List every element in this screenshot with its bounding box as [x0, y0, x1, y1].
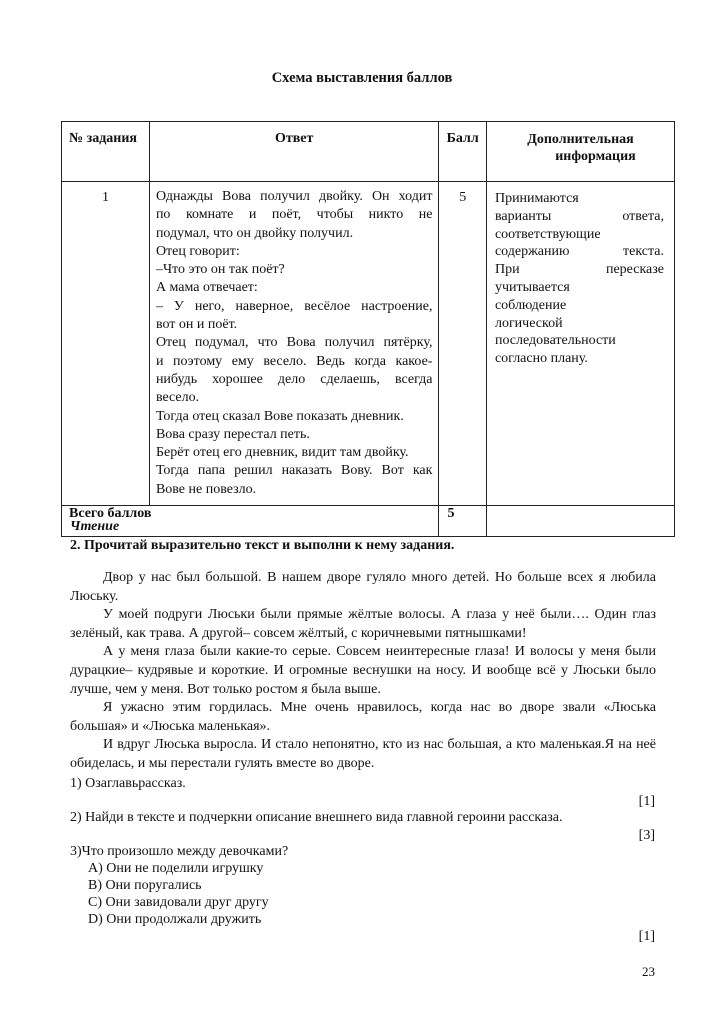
question-2-mark: [3] — [638, 828, 655, 843]
question-3-option-a: A) Они не поделили игрушку — [88, 861, 264, 876]
question-3-option-b: B) Они поругались — [88, 878, 202, 893]
header-points: Балл — [439, 122, 487, 182]
total-info-empty — [486, 506, 674, 537]
answer-line: вот он и поёт. — [155, 317, 238, 333]
answer-line: Однажды Вова получил двойку. Он ходит — [155, 189, 433, 204]
info-line: содержанию текста. — [494, 244, 664, 260]
header-info-line-2: информация — [555, 149, 636, 164]
question-1-mark: [1] — [638, 794, 655, 809]
answer-line: Вова сразу перестал петь. — [155, 426, 310, 442]
answer-line: весело. — [155, 390, 200, 406]
info-line: последовательности — [494, 333, 616, 349]
answer-line: –Что это он так поёт? — [155, 262, 285, 278]
table-header-row — [62, 122, 675, 182]
answer-line: Берёт отец его дневник, видит там двойку. — [155, 445, 409, 461]
answer-line: нибудь хорошее дело сделаешь, всегда — [155, 371, 433, 387]
answer-line: Вове не повезло. — [155, 481, 257, 497]
total-row — [62, 506, 675, 537]
answer-line: Отец говорит: — [155, 243, 240, 259]
answer-line: по комнате и поёт, чтобы никто не — [155, 207, 433, 223]
question-3-option-d: D) Они продолжали дружить — [88, 912, 262, 927]
header-info-line-1: Дополнительная — [527, 132, 634, 147]
answer-line: и поэтому ему весело. Ведь когда какое- — [155, 353, 433, 369]
info-line: соответствующие — [494, 226, 601, 242]
question-2: 2) Найди в тексте и подчеркни описание внешнего вида главной героини рассказа. — [70, 810, 563, 825]
points-cell: 5 — [439, 182, 487, 506]
paragraph: И вдруг Люська выросла. И стало непонятно, кто из нас большая, а кто маленькая.Я на неё обиделась, и мы перестали гулять вместе во дворе. — [70, 737, 656, 771]
info-line: учитывается — [494, 279, 570, 295]
header-task-number: № задания — [62, 122, 150, 182]
info-line: согласно плану. — [494, 351, 588, 367]
reading-text — [70, 569, 656, 774]
answer-line: Отец подумал, что Вова получил пятёрку, — [155, 335, 433, 351]
answer-line: подумал, что он двойку получил. — [155, 225, 354, 241]
page-title: Схема выставления баллов — [271, 70, 453, 86]
section-label: Чтение — [70, 519, 120, 534]
info-line: соблюдение — [494, 297, 567, 313]
answer-line: Тогда папа решил наказать Вову. Вот как — [155, 463, 433, 479]
paragraph: Двор у нас был большой. В нашем дворе гуляло много детей. Но больше всех я любила Люську. — [70, 570, 656, 604]
header-additional-info — [486, 122, 674, 182]
question-1: 1) Озаглавьрассказ. — [70, 776, 186, 791]
page-number: 23 — [642, 964, 655, 979]
total-points: 5 — [439, 506, 487, 537]
info-line: Принимаются — [494, 191, 579, 206]
table-row — [62, 182, 675, 506]
answer-line: – У него, наверное, весёлое настроение, — [155, 298, 433, 314]
paragraph: А у меня глаза были какие-то серые. Совсем неинтересные глаза! И волосы у меня были дурацкие– кудрявые и короткие. И огромные веснушки на носу. И вообще всё у Люськи было лучше, чем у меня. Вот только ростом я была выше. — [70, 644, 656, 697]
task-number-cell: 1 — [62, 182, 150, 506]
answer-line: А мама отвечает: — [155, 280, 258, 296]
answer-cell — [149, 182, 439, 506]
paragraph: У моей подруги Люськи были прямые жёлтые волосы. А глаза у неё были…. Один глаз зелёный, как трава. А другой– совсем жёлтый, с коричневыми пятнышками! — [70, 607, 656, 641]
info-line: логической — [494, 315, 563, 331]
question-3: 3)Что произошло между девочками? — [70, 844, 289, 859]
task-2-heading: 2. Прочитай выразительно текст и выполни к нему задания. — [70, 538, 455, 553]
scoring-table — [61, 121, 675, 537]
question-3-mark: [1] — [638, 929, 655, 944]
info-line: варианты ответа, — [494, 208, 664, 224]
paragraph: Я ужасно этим гордилась. Мне очень нравилось, когда нас во дворе звали «Люська большая» и «Люська маленькая». — [70, 700, 656, 734]
answer-line: Тогда отец сказал Вове показать дневник. — [155, 408, 404, 424]
question-3-option-c: C) Они завидовали друг другу — [88, 895, 269, 910]
info-line: При пересказе — [494, 262, 664, 278]
info-cell — [486, 182, 674, 506]
total-label: Всего баллов — [62, 506, 439, 537]
header-answer: Ответ — [149, 122, 439, 182]
